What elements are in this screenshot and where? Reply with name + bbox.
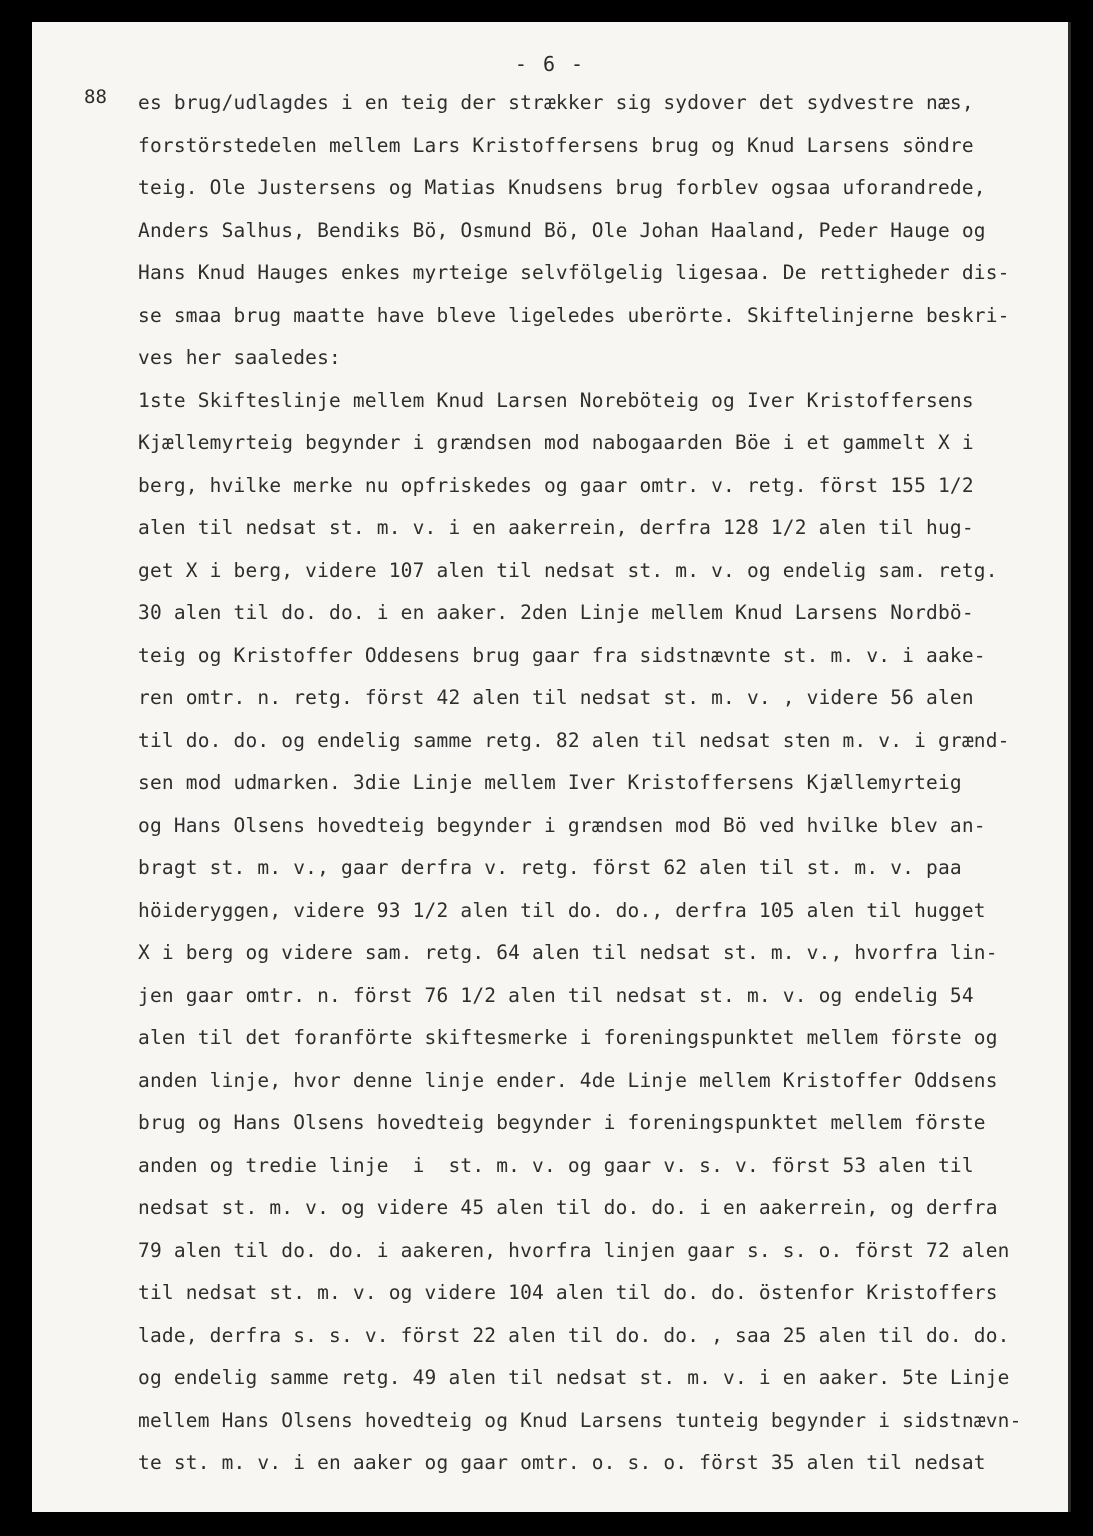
text-line: anden og tredie linje i st. m. v. og gaar v. s. v. först 53 alen til bbox=[138, 1153, 974, 1177]
text-line: og endelig samme retg. 49 alen til nedsat st. m. v. i en aaker. 5te Linje bbox=[138, 1366, 1010, 1389]
text-line: sen mod udmarken. 3die Linje mellem Iver Kristoffersens Kjællemyrteig bbox=[138, 771, 962, 794]
margin-number: 88 bbox=[84, 86, 107, 108]
text-line: 1ste Skifteslinje mellem Knud Larsen Noreböteig og Iver Kristoffersens bbox=[138, 388, 974, 412]
text-line: til nedsat st. m. v. og videre 104 alen til do. do. östenfor Kristoffers bbox=[138, 1281, 998, 1304]
text-line: teig og Kristoffer Oddesens brug gaar fra sidstnævnte st. m. v. i aake- bbox=[138, 643, 986, 667]
text-line: bragt st. m. v., gaar derfra v. retg. först 62 alen til st. m. v. paa bbox=[138, 856, 962, 879]
text-line: 30 alen til do. do. i en aaker. 2den Linje mellem Knud Larsens Nordbö- bbox=[138, 601, 974, 624]
text-line: forstörstedelen mellem Lars Kristoffersens brug og Knud Larsens söndre bbox=[138, 133, 974, 157]
text-line: alen til nedsat st. m. v. i en aakerrein, derfra 128 1/2 alen til hug- bbox=[138, 516, 974, 539]
text-line: Hans Knud Hauges enkes myrteige selvfölgelig ligesaa. De rettigheder dis- bbox=[138, 261, 1010, 284]
text-line: höideryggen, videre 93 1/2 alen til do. do., derfra 105 alen til hugget bbox=[138, 898, 986, 922]
text-line: Anders Salhus, Bendiks Bö, Osmund Bö, Ole Johan Haaland, Peder Hauge og bbox=[138, 218, 986, 242]
text-line: ren omtr. n. retg. först 42 alen til nedsat st. m. v. , videre 56 alen bbox=[138, 686, 974, 709]
text-line: og Hans Olsens hovedteig begynder i grændsen mod Bö ved hvilke blev an- bbox=[138, 813, 986, 837]
text-line: es brug/udlagdes i en teig der strækker sig sydover det sydvestre næs, bbox=[138, 91, 974, 114]
text-line: lade, derfra s. s. v. först 22 alen til do. do. , saa 25 alen til do. do. bbox=[138, 1323, 1010, 1347]
text-line: nedsat st. m. v. og videre 45 alen til do. do. i en aakerrein, og derfra bbox=[138, 1196, 998, 1219]
text-line: 79 alen til do. do. i aakeren, hvorfra linjen gaar s. s. o. först 72 alen bbox=[138, 1238, 1010, 1262]
document-page bbox=[32, 22, 1071, 1512]
text-line: X i berg og videre sam. retg. 64 alen til nedsat st. m. v., hvorfra lin- bbox=[138, 941, 998, 964]
text-line: teig. Ole Justersens og Matias Knudsens brug forblev ogsaa uforandrede, bbox=[138, 176, 986, 199]
text-line: alen til det foranförte skiftesmerke i foreningspunktet mellem förste og bbox=[138, 1026, 998, 1049]
text-line: get X i berg, videre 107 alen til nedsat st. m. v. og endelig sam. retg. bbox=[138, 558, 998, 582]
text-line: berg, hvilke merke nu opfriskedes og gaar omtr. v. retg. först 155 1/2 bbox=[138, 473, 974, 497]
text-line: jen gaar omtr. n. först 76 1/2 alen til nedsat st. m. v. og endelig 54 bbox=[138, 983, 974, 1007]
text-line: til do. do. og endelig samme retg. 82 alen til nedsat sten m. v. i grænd- bbox=[138, 728, 1010, 752]
page-number: - 6 - bbox=[514, 52, 586, 76]
text-line: ves her saaledes: bbox=[138, 346, 341, 369]
text-line: mellem Hans Olsens hovedteig og Knud Larsens tunteig begynder i sidstnævn- bbox=[138, 1408, 1022, 1432]
body-text bbox=[138, 82, 1068, 1485]
text-line: brug og Hans Olsens hovedteig begynder i foreningspunktet mellem förste bbox=[138, 1111, 986, 1134]
text-line: se smaa brug maatte have bleve ligeledes uberörte. Skiftelinjerne beskri- bbox=[138, 303, 1010, 327]
text-line: anden linje, hvor denne linje ender. 4de Linje mellem Kristoffer Oddsens bbox=[138, 1068, 998, 1092]
text-line: Kjællemyrteig begynder i grændsen mod nabogaarden Böe i et gammelt X i bbox=[138, 431, 974, 454]
text-line: te st. m. v. i en aaker og gaar omtr. o. s. o. först 35 alen til nedsat bbox=[138, 1451, 986, 1474]
